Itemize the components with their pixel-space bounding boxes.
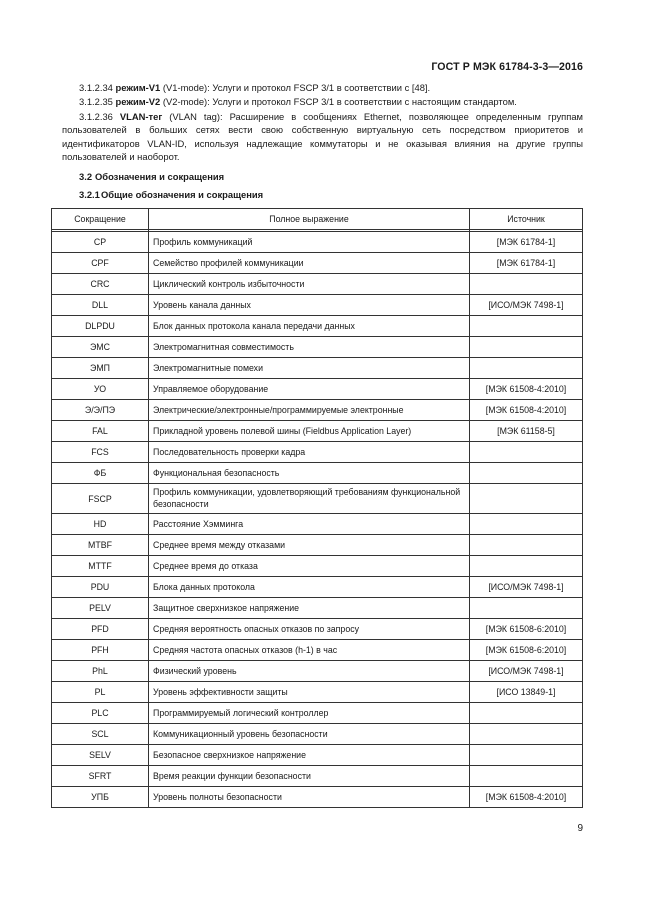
source-cell bbox=[470, 598, 583, 619]
definition-text: (VLAN tag): Расширение в сообщениях Ethernet, позволяющее определенным группам пользователей в больших сетях вести свою собственную виртуальную сеть посредством приоритетов и идентификаторов VLAN-ID, используя надлежащие коммутаторы и не оказывая влияния на другие группы пользователей и наоборот. bbox=[62, 110, 583, 163]
full-expression-cell: Электромагнитная совместимость bbox=[149, 337, 470, 358]
full-expression-cell: Циклический контроль избыточности bbox=[149, 274, 470, 295]
full-expression-cell: Коммуникационный уровень безопасности bbox=[149, 724, 470, 745]
source-cell: [ИСО/МЭК 7498-1] bbox=[470, 577, 583, 598]
source-cell: [ИСО/МЭК 7498-1] bbox=[470, 661, 583, 682]
source-cell bbox=[470, 703, 583, 724]
section-number: 3.2 bbox=[79, 171, 93, 182]
full-expression-cell: Среднее время до отказа bbox=[149, 556, 470, 577]
full-expression-cell: Блока данных протокола bbox=[149, 577, 470, 598]
source-cell bbox=[470, 745, 583, 766]
table-row bbox=[52, 232, 583, 253]
source-cell bbox=[470, 724, 583, 745]
source-cell: [МЭК 61508-4:2010] bbox=[470, 787, 583, 808]
table-row bbox=[52, 379, 583, 400]
column-header-abbreviation: Сокращение bbox=[52, 209, 149, 230]
table-row bbox=[52, 295, 583, 316]
table-row bbox=[52, 442, 583, 463]
table-row bbox=[52, 766, 583, 787]
abbreviation-cell: УПБ bbox=[52, 787, 149, 808]
full-expression-cell: Профиль коммуникации, удовлетворяющий требованиям функциональной безопасности bbox=[149, 484, 470, 514]
definition-number: 3.1.2.34 bbox=[79, 82, 113, 93]
full-expression-cell: Время реакции функции безопасности bbox=[149, 766, 470, 787]
definition-term: VLAN-тег bbox=[119, 110, 163, 122]
section-title: Обозначения и сокращения bbox=[95, 171, 225, 182]
source-cell bbox=[470, 274, 583, 295]
abbreviation-cell: PhL bbox=[52, 661, 149, 682]
full-expression-cell: Управляемое оборудование bbox=[149, 379, 470, 400]
column-header-source: Источник bbox=[470, 209, 583, 230]
full-expression-cell: Средняя вероятность опасных отказов по запросу bbox=[149, 619, 470, 640]
table-row bbox=[52, 421, 583, 442]
full-expression-cell: Последовательность проверки кадра bbox=[149, 442, 470, 463]
full-expression-cell: Блок данных протокола канала передачи данных bbox=[149, 316, 470, 337]
full-expression-cell: Уровень эффективности защиты bbox=[149, 682, 470, 703]
source-cell bbox=[470, 484, 583, 514]
table-row bbox=[52, 745, 583, 766]
abbreviation-cell: PELV bbox=[52, 598, 149, 619]
source-cell bbox=[470, 358, 583, 379]
full-expression-cell: Среднее время между отказами bbox=[149, 535, 470, 556]
subsection-heading bbox=[79, 189, 263, 200]
source-cell: [МЭК 61508-4:2010] bbox=[470, 379, 583, 400]
table-row bbox=[52, 316, 583, 337]
table-row bbox=[52, 640, 583, 661]
abbreviation-cell: Э/Э/ПЭ bbox=[52, 400, 149, 421]
full-expression-cell: Средняя частота опасных отказов (h-1) в час bbox=[149, 640, 470, 661]
full-expression-cell: Электромагнитные помехи bbox=[149, 358, 470, 379]
source-cell bbox=[470, 463, 583, 484]
abbreviation-cell: SFRT bbox=[52, 766, 149, 787]
full-expression-cell: Профиль коммуникаций bbox=[149, 232, 470, 253]
table-row bbox=[52, 619, 583, 640]
full-expression-cell: Уровень канала данных bbox=[149, 295, 470, 316]
table-row bbox=[52, 661, 583, 682]
abbreviation-cell: УО bbox=[52, 379, 149, 400]
table-row bbox=[52, 577, 583, 598]
abbreviation-cell: PL bbox=[52, 682, 149, 703]
full-expression-cell: Электрические/электронные/программируемые электронные bbox=[149, 400, 470, 421]
abbreviation-cell: PDU bbox=[52, 577, 149, 598]
full-expression-cell: Безопасное сверхнизкое напряжение bbox=[149, 745, 470, 766]
table-row bbox=[52, 682, 583, 703]
full-expression-cell: Физический уровень bbox=[149, 661, 470, 682]
subsection-title: Общие обозначения и сокращения bbox=[101, 189, 264, 200]
abbreviation-cell: DLL bbox=[52, 295, 149, 316]
full-expression-cell: Программируемый логический контроллер bbox=[149, 703, 470, 724]
section-heading bbox=[79, 171, 224, 182]
source-cell: [МЭК 61508-6:2010] bbox=[470, 619, 583, 640]
table-row bbox=[52, 787, 583, 808]
table-row bbox=[52, 274, 583, 295]
definition-term: режим-V2 bbox=[115, 96, 161, 108]
table-row bbox=[52, 535, 583, 556]
table-row bbox=[52, 463, 583, 484]
source-cell: [МЭК 61508-6:2010] bbox=[470, 640, 583, 661]
full-expression-cell: Защитное сверхнизкое напряжение bbox=[149, 598, 470, 619]
abbreviation-cell: SCL bbox=[52, 724, 149, 745]
full-expression-cell: Прикладной уровень полевой шины (Fieldbus Application Layer) bbox=[149, 421, 470, 442]
table-row bbox=[52, 724, 583, 745]
abbreviation-cell: MTBF bbox=[52, 535, 149, 556]
subsection-number: 3.2.1 bbox=[79, 189, 100, 200]
definition-paragraph bbox=[62, 81, 583, 94]
source-cell bbox=[470, 535, 583, 556]
table-row bbox=[52, 484, 583, 514]
source-cell: [МЭК 61784-1] bbox=[470, 253, 583, 274]
source-cell bbox=[470, 316, 583, 337]
table-row bbox=[52, 514, 583, 535]
definition-term: режим-V1 bbox=[115, 82, 161, 93]
abbreviation-cell: PFD bbox=[52, 619, 149, 640]
definition-text: (V2-mode): Услуги и протокол FSCP 3/1 в соответствии с настоящим стандартом. bbox=[160, 96, 517, 108]
abbreviation-cell: CRC bbox=[52, 274, 149, 295]
full-expression-cell: Уровень полноты безопасности bbox=[149, 787, 470, 808]
source-cell: [ИСО/МЭК 7498-1] bbox=[470, 295, 583, 316]
abbreviation-cell: MTTF bbox=[52, 556, 149, 577]
source-cell bbox=[470, 514, 583, 535]
abbreviation-cell: PFH bbox=[52, 640, 149, 661]
abbreviation-cell: ЭМС bbox=[52, 337, 149, 358]
table-row bbox=[52, 400, 583, 421]
full-expression-cell: Функциональная безопасность bbox=[149, 463, 470, 484]
definition-text: (V1-mode): Услуги и протокол FSCP 3/1 в соответствии с [48]. bbox=[160, 82, 431, 93]
full-expression-cell: Расстояние Хэмминга bbox=[149, 514, 470, 535]
abbreviation-cell: CP bbox=[52, 232, 149, 253]
source-cell: [МЭК 61784-1] bbox=[470, 232, 583, 253]
table-row bbox=[52, 598, 583, 619]
abbreviation-cell: ФБ bbox=[52, 463, 149, 484]
document-code: ГОСТ Р МЭК 61784-3-3—2016 bbox=[431, 61, 583, 73]
source-cell: [МЭК 61158-5] bbox=[470, 421, 583, 442]
abbreviations-table bbox=[51, 208, 583, 808]
abbreviation-cell: HD bbox=[52, 514, 149, 535]
source-cell: [МЭК 61508-4:2010] bbox=[470, 400, 583, 421]
definition-paragraph bbox=[62, 95, 583, 108]
source-cell bbox=[470, 337, 583, 358]
definition-number: 3.1.2.36 bbox=[79, 110, 113, 122]
table-row bbox=[52, 337, 583, 358]
abbreviation-cell: PLC bbox=[52, 703, 149, 724]
source-cell bbox=[470, 556, 583, 577]
source-cell bbox=[470, 766, 583, 787]
abbreviation-cell: FSCP bbox=[52, 484, 149, 514]
table-row bbox=[52, 358, 583, 379]
abbreviation-cell: FAL bbox=[52, 421, 149, 442]
abbreviation-cell: FCS bbox=[52, 442, 149, 463]
column-header-full-expression: Полное выражение bbox=[149, 209, 470, 230]
abbreviation-cell: DLPDU bbox=[52, 316, 149, 337]
table-body bbox=[52, 232, 583, 808]
table-row bbox=[52, 556, 583, 577]
abbreviation-cell: CPF bbox=[52, 253, 149, 274]
table-header-row bbox=[52, 209, 583, 230]
source-cell: [ИСО 13849-1] bbox=[470, 682, 583, 703]
source-cell bbox=[470, 442, 583, 463]
table-row bbox=[52, 253, 583, 274]
full-expression-cell: Семейство профилей коммуникации bbox=[149, 253, 470, 274]
definition-number: 3.1.2.35 bbox=[79, 96, 113, 108]
abbreviation-cell: ЭМП bbox=[52, 358, 149, 379]
table-row bbox=[52, 703, 583, 724]
definitions-block bbox=[62, 81, 583, 164]
abbreviation-cell: SELV bbox=[52, 745, 149, 766]
definition-paragraph bbox=[62, 110, 583, 164]
page-number: 9 bbox=[577, 823, 583, 834]
